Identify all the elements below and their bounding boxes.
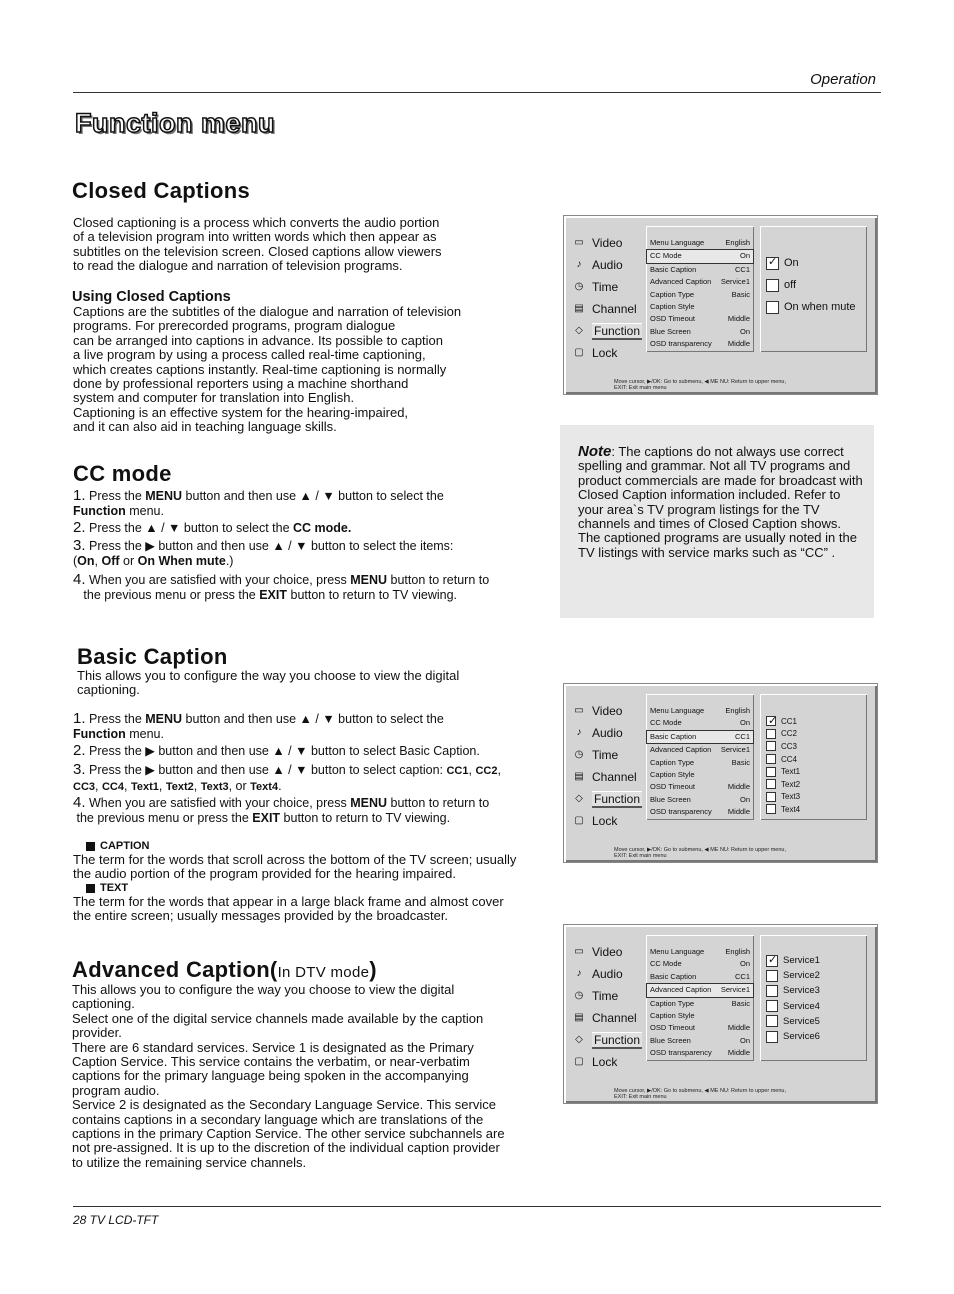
osd-menu-label: Lock — [592, 1055, 618, 1069]
osd-menu-item[interactable] — [572, 298, 644, 320]
caption-term-heading — [86, 840, 150, 852]
osd-submenu-item[interactable] — [646, 313, 754, 325]
osd-main-menu — [572, 700, 644, 832]
bullet-square-icon — [86, 884, 95, 893]
osd-submenu-item[interactable] — [646, 289, 754, 301]
osd-menu-item[interactable] — [572, 941, 644, 963]
option-on: On — [77, 554, 95, 568]
osd-menu-label: Video — [592, 945, 623, 959]
osd-menu-item[interactable] — [572, 963, 644, 985]
osd-menu-label: Audio — [592, 967, 623, 981]
osd-menu-label: Time — [592, 748, 619, 762]
osd-submenu-item[interactable] — [646, 769, 754, 781]
osd-option-label: CC1 — [781, 716, 798, 726]
osd-option-label: Service2 — [783, 970, 820, 982]
closed-captions-heading: Closed Captions — [72, 178, 251, 203]
osd-option-label: Text2 — [781, 779, 801, 789]
osd-submenu-key: Caption Type — [650, 289, 695, 299]
osd-option[interactable] — [766, 753, 867, 766]
osd-submenu-value: English — [725, 947, 750, 956]
channel-icon: ▤ — [574, 1012, 584, 1023]
step-text: , — [94, 554, 102, 568]
osd-submenu-item[interactable] — [646, 1035, 754, 1047]
osd-submenu-item[interactable] — [646, 946, 754, 958]
osd-submenu-key: OSD transparency — [650, 1048, 712, 1058]
osd-submenu-value: Middle — [727, 1023, 750, 1033]
osd-submenu-key: OSD Timeout — [650, 1023, 696, 1033]
step-text: Press the ▶ button and then use ▲ / ▼ button to select Basic Caption. — [85, 744, 480, 758]
step-number: 4. — [73, 794, 86, 811]
osd-submenu-key: Menu Language — [650, 947, 705, 956]
osd-submenu-item[interactable] — [646, 264, 754, 276]
osd-option-label: Service6 — [783, 1031, 820, 1043]
osd-submenu-value: Middle — [727, 807, 750, 817]
osd-menu-item[interactable] — [572, 766, 644, 788]
osd-menu-item[interactable] — [572, 744, 644, 766]
menu-key: MENU — [145, 489, 183, 503]
osd-submenu-item[interactable] — [646, 326, 754, 338]
osd-option[interactable] — [766, 1029, 867, 1044]
caption-term-text: The term for the words that scroll across the bottom of the TV screen; usually the audio portion of the program provided for the hearing impaired. — [73, 852, 517, 882]
osd-submenu-item[interactable] — [646, 249, 754, 263]
audio-icon: ♪ — [576, 259, 582, 270]
osd-menu-label: Video — [592, 704, 623, 718]
osd-menu-label: Time — [592, 989, 619, 1003]
osd-options — [760, 694, 867, 820]
menu-key: MENU — [350, 573, 388, 587]
osd-submenu-value: Basic — [731, 289, 750, 299]
channel-icon: ▤ — [574, 303, 584, 314]
osd-submenu-key: Blue Screen — [650, 1035, 691, 1045]
checkbox-icon[interactable] — [766, 257, 779, 270]
lock-icon: ▢ — [574, 1056, 584, 1067]
osd-menu-item[interactable] — [572, 985, 644, 1007]
osd-main-menu — [572, 232, 644, 364]
using-closed-captions-text: Captions are the subtitles of the dialogue and narration of television programs. For prerecorded programs, program dialogue can be arranged into captions in advance. Its possible to caption a live program by using a process called real-time captioning, which creates captions instantly. Real-time captioning is normally done by professional reporters using a machine shorthand system and computer for translation into English. Captioning is an effective system for the hearing-impaired, and it can also aid in teaching language skills. — [73, 304, 462, 435]
basic-caption-step-3 — [73, 762, 548, 795]
osd-submenu-value: English — [725, 238, 750, 247]
step-text: , — [123, 779, 131, 793]
basic-caption-heading: Basic Caption — [77, 644, 228, 669]
step-text: ( — [73, 554, 78, 568]
note-label: Note — [578, 443, 612, 460]
osd-screen-basic-caption — [563, 683, 878, 863]
osd-submenu-value: Service1 — [720, 277, 750, 287]
menu-key: MENU — [145, 712, 183, 726]
osd-submenu-value: On — [739, 718, 750, 728]
osd-submenu-key: Blue Screen — [650, 326, 691, 336]
osd-menu-label: Channel — [592, 1011, 637, 1025]
osd-submenu-value: On — [739, 794, 750, 804]
note-box — [560, 425, 874, 618]
video-icon: ▭ — [574, 237, 584, 248]
header-rule — [73, 92, 881, 93]
step-text: Press the ▶ button and then use ▲ / ▼ button to select the items: — [85, 539, 454, 553]
osd-submenu-key: Caption Type — [650, 757, 695, 767]
osd-submenu-value: On — [739, 251, 750, 261]
checkbox-icon[interactable] — [766, 779, 776, 789]
section-label: Operation — [810, 71, 876, 88]
osd-menu-item[interactable] — [572, 700, 644, 722]
osd-footer-line1: Move cursor, ▶/OK: Go to submenu, ◀ ME NU: Return to upper menu, — [614, 1088, 787, 1094]
video-icon: ▭ — [574, 705, 584, 716]
bullet-square-icon — [86, 842, 95, 851]
audio-icon: ♪ — [576, 968, 582, 979]
step-text: Press the ▶ button and then use ▲ / ▼ button to select caption: — [85, 763, 447, 777]
osd-submenu-value: On — [739, 1035, 750, 1045]
osd-menu-label: Lock — [592, 346, 618, 360]
osd-menu-label: Channel — [592, 770, 637, 784]
osd-menu-item[interactable] — [572, 1029, 644, 1051]
menu-key: MENU — [350, 796, 388, 810]
clock-icon: ◷ — [574, 281, 584, 292]
osd-options — [760, 226, 867, 352]
osd-footer-line2: EXIT: Exit main menu — [614, 853, 667, 859]
osd-submenu-item[interactable] — [646, 276, 754, 288]
osd-screen-cc-mode — [563, 215, 878, 395]
channel-icon: ▤ — [574, 771, 584, 782]
checkbox-icon[interactable] — [766, 985, 778, 997]
osd-submenu-value: Basic — [731, 998, 750, 1008]
osd-menu-item[interactable] — [572, 232, 644, 254]
osd-option[interactable] — [766, 296, 867, 318]
lock-icon: ▢ — [574, 347, 584, 358]
step-text: , — [158, 779, 166, 793]
step-text: , — [193, 779, 201, 793]
using-closed-captions-heading: Using Closed Captions — [72, 289, 231, 305]
osd-submenu-key: Advanced Caption — [650, 985, 712, 995]
osd-submenu — [646, 694, 754, 820]
step-number: 2. — [73, 519, 86, 536]
exit-key: EXIT — [252, 811, 281, 825]
page-footer: 28 TV LCD-TFT — [73, 1213, 159, 1227]
osd-submenu-key: Basic Caption — [650, 264, 697, 274]
osd-submenu-item[interactable] — [646, 806, 754, 818]
checkbox-icon[interactable] — [766, 1000, 778, 1012]
osd-submenu-key: CC Mode — [650, 251, 682, 261]
osd-submenu-key: OSD transparency — [650, 807, 712, 817]
osd-option[interactable] — [766, 999, 867, 1014]
checkbox-icon[interactable] — [766, 1015, 778, 1027]
osd-submenu-value: Service1 — [720, 985, 750, 995]
osd-option-label: Service1 — [783, 955, 820, 967]
osd-submenu — [646, 226, 754, 352]
checkbox-icon[interactable] — [766, 955, 778, 967]
caption-text4: Text4 — [250, 781, 279, 793]
step-text: menu. — [125, 727, 164, 741]
osd-menu-label: Function — [594, 791, 641, 806]
basic-caption-step-2 — [73, 743, 548, 759]
step-text: Press the — [85, 489, 146, 503]
basic-caption-intro: This allows you to configure the way you choose to view the digital captioning. — [77, 668, 460, 698]
osd-submenu-value: CC1 — [734, 731, 750, 741]
step-number: 3. — [73, 537, 86, 554]
advanced-caption-paren: ) — [369, 957, 377, 982]
step-text: or — [119, 554, 138, 568]
checkbox-icon[interactable] — [766, 792, 776, 802]
step-text: button to return to TV viewing. — [287, 588, 458, 602]
clock-icon: ◷ — [574, 990, 584, 1001]
osd-menu-label: Channel — [592, 302, 637, 316]
osd-submenu-value: Middle — [727, 1048, 750, 1058]
cc-mode-step-3 — [73, 538, 548, 569]
osd-option[interactable] — [766, 983, 867, 998]
osd-submenu-key: Advanced Caption — [650, 277, 712, 287]
osd-submenu-key: OSD Timeout — [650, 782, 696, 792]
osd-submenu-value: English — [725, 706, 750, 715]
step-text: Press the ▲ / ▼ button to select the — [85, 521, 293, 535]
osd-footer — [614, 847, 837, 859]
step-text: button and then use ▲ / ▼ button to select the — [182, 489, 444, 503]
checkbox-icon[interactable] — [766, 804, 776, 814]
osd-submenu-key: CC Mode — [650, 718, 682, 728]
step-text: button to return to — [387, 573, 490, 587]
step-text: button and then use ▲ / ▼ button to select the — [182, 712, 444, 726]
osd-option-label: Service4 — [783, 1000, 820, 1012]
step-text: , — [497, 763, 501, 777]
audio-icon: ♪ — [576, 727, 582, 738]
video-icon: ▭ — [574, 946, 584, 957]
caption-cc4: CC4 — [101, 781, 124, 793]
osd-footer — [614, 379, 837, 391]
osd-submenu-value: On — [739, 326, 750, 336]
osd-submenu-value: On — [739, 959, 750, 969]
osd-option[interactable] — [766, 765, 867, 778]
lock-icon: ▢ — [574, 815, 584, 826]
closed-captions-intro: Closed captioning is a process which converts the audio portion of a television program into written words which then appear as subtitles on the television screen. Closed captions allow viewers to read the dialogue and narration of television programs. — [73, 215, 442, 274]
checkbox-icon[interactable] — [766, 1031, 778, 1043]
osd-menu-item[interactable] — [572, 342, 644, 364]
osd-menu-item[interactable] — [572, 810, 644, 832]
cc-mode-step-2 — [73, 520, 548, 536]
osd-submenu-item[interactable] — [646, 301, 754, 313]
osd-screen-advanced-caption — [563, 924, 878, 1104]
osd-option-label: Text4 — [781, 804, 801, 814]
caption-text2: Text2 — [165, 781, 194, 793]
step-text: , or — [228, 779, 251, 793]
cc-mode-step-4 — [73, 572, 548, 603]
cc-mode-step-1 — [73, 488, 548, 519]
checkbox-icon[interactable] — [766, 741, 776, 751]
osd-submenu-key: Caption Type — [650, 998, 695, 1008]
advanced-caption-title: Advanced Caption( — [72, 957, 278, 982]
osd-options — [760, 935, 867, 1061]
osd-submenu-item[interactable] — [646, 794, 754, 806]
step-text: the previous menu or press the — [76, 811, 253, 825]
osd-footer-line1: Move cursor, ▶/OK: Go to submenu, ◀ ME NU: Return to upper menu, — [614, 847, 787, 853]
osd-option[interactable] — [766, 1014, 867, 1029]
note-body: : The captions do not always use correct spelling and grammar. Not all TV programs and product commercials are made for broadcast with Closed Caption information included. Refer to your area`s TV program listings for the TV channels and times of Closed Caption shows. The captioned programs are usually noted in the TV listings with service marks such as “CC” . — [578, 444, 863, 560]
osd-option[interactable] — [766, 791, 867, 804]
osd-menu-item[interactable] — [572, 1051, 644, 1073]
osd-submenu-item[interactable] — [646, 1010, 754, 1022]
step-text: , — [95, 779, 102, 793]
osd-menu-label: Function — [594, 323, 641, 338]
osd-footer-line2: EXIT: Exit main menu — [614, 385, 667, 391]
advanced-caption-heading — [72, 957, 377, 983]
caption-text3: Text3 — [200, 781, 229, 793]
osd-submenu-item[interactable] — [646, 338, 754, 350]
osd-submenu-item[interactable] — [646, 717, 754, 729]
osd-option-label: CC4 — [781, 754, 798, 764]
clock-icon: ◷ — [574, 749, 584, 760]
step-text: button to return to — [387, 796, 490, 810]
osd-menu-label: Audio — [592, 258, 623, 272]
step-text: When you are satisfied with your choice, press — [85, 573, 351, 587]
checkbox-icon[interactable] — [766, 716, 776, 726]
osd-option-label: On when mute — [784, 301, 856, 313]
osd-submenu-item[interactable] — [646, 971, 754, 983]
osd-option[interactable] — [766, 778, 867, 791]
osd-menu-label: Function — [594, 1032, 641, 1047]
osd-submenu-key: Blue Screen — [650, 794, 691, 804]
osd-option[interactable] — [766, 728, 867, 741]
osd-menu-item[interactable] — [572, 788, 644, 810]
osd-menu-item[interactable] — [572, 722, 644, 744]
text-term-text: The term for the words that appear in a large black frame and almost cover the entire screen; usually messages provided by the broadcaster. — [73, 894, 504, 924]
osd-menu-label: Audio — [592, 726, 623, 740]
advanced-caption-text: This allows you to configure the way you choose to view the digital captioning. Select one of the digital service channels made available by the caption provider. There are 6 standard services. Service 1 is designated as the Primary Caption Service. This service contains the verbatim, or near-verbatim captions for the primary language being spoken in the accompanying program audio. Service 2 is designated as the Secondary Language Service. This service contains captions in a secondary language which are translations of the captions in the primary Caption Service. The other service subchannels are not pre-assigned. It is up to the discretion of the individual caption provider to utilize the remaining service channels. — [72, 982, 505, 1170]
osd-footer-line1: Move cursor, ▶/OK: Go to submenu, ◀ ME NU: Return to upper menu, — [614, 379, 787, 385]
osd-option-label: Service3 — [783, 985, 820, 997]
osd-submenu-item[interactable] — [646, 757, 754, 769]
function-menu-name: Function — [73, 504, 126, 518]
step-text: .) — [225, 554, 234, 568]
osd-submenu-value: CC1 — [734, 264, 750, 274]
osd-submenu-key: OSD Timeout — [650, 314, 696, 324]
osd-submenu-item[interactable] — [646, 705, 754, 717]
osd-option[interactable] — [766, 274, 867, 296]
step-text: , — [468, 763, 476, 777]
osd-main-menu — [572, 941, 644, 1073]
osd-option[interactable] — [766, 252, 867, 274]
osd-submenu-item[interactable] — [646, 744, 754, 756]
osd-option[interactable] — [766, 968, 867, 983]
exit-key: EXIT — [259, 588, 288, 602]
osd-submenu-key: Caption Style — [650, 769, 695, 779]
osd-option-label: Text1 — [781, 767, 801, 777]
caption-cc3: CC3 — [73, 781, 96, 793]
osd-submenu-item[interactable] — [646, 958, 754, 970]
osd-menu-item[interactable] — [572, 1007, 644, 1029]
osd-option-label: Service5 — [783, 1015, 820, 1027]
osd-footer — [614, 1088, 837, 1100]
osd-menu-label: Time — [592, 280, 619, 294]
text-term-label: TEXT — [100, 882, 129, 894]
osd-submenu-key: Basic Caption — [650, 971, 697, 981]
function-menu-name: Function — [73, 727, 126, 741]
basic-caption-step-4 — [73, 795, 548, 826]
advanced-caption-mode: In DTV mode — [277, 964, 370, 981]
page-title: Function menu — [75, 108, 275, 138]
osd-option-label: CC3 — [781, 741, 798, 751]
cc-mode-heading: CC mode — [73, 461, 172, 486]
osd-submenu-value: CC1 — [734, 971, 750, 981]
caption-cc1: CC1 — [446, 765, 469, 777]
checkbox-icon[interactable] — [766, 729, 776, 739]
option-on-when-mute: On When mute — [137, 554, 226, 568]
osd-submenu-item[interactable] — [646, 1047, 754, 1059]
osd-submenu-value: Middle — [727, 314, 750, 324]
step-number: 2. — [73, 742, 86, 759]
osd-option[interactable] — [766, 953, 867, 968]
step-number: 1. — [73, 710, 86, 727]
note-text — [578, 445, 863, 560]
step-number: 3. — [73, 761, 86, 778]
step-text: Press the — [85, 712, 146, 726]
osd-submenu — [646, 935, 754, 1061]
osd-option[interactable] — [766, 715, 867, 728]
osd-submenu-value: Middle — [727, 782, 750, 792]
step-text: When you are satisfied with your choice, press — [85, 796, 351, 810]
osd-submenu-item[interactable] — [646, 998, 754, 1010]
basic-caption-step-1 — [73, 711, 548, 742]
step-text: . — [278, 779, 282, 793]
osd-submenu-key: OSD transparency — [650, 339, 712, 349]
osd-submenu-key: Caption Style — [650, 1010, 695, 1020]
osd-submenu-value: Middle — [727, 339, 750, 349]
osd-option[interactable] — [766, 740, 867, 753]
osd-option-label: On — [784, 257, 799, 269]
text-term-heading — [86, 882, 128, 894]
caption-cc2: CC2 — [475, 765, 498, 777]
osd-submenu-key: Advanced Caption — [650, 745, 712, 755]
osd-submenu-item[interactable] — [646, 983, 754, 997]
osd-option-label: Text3 — [781, 792, 801, 802]
checkbox-icon[interactable] — [766, 754, 776, 764]
function-icon: ◇ — [575, 793, 583, 804]
osd-submenu-value: Basic — [731, 757, 750, 767]
osd-submenu-item[interactable] — [646, 1022, 754, 1034]
step-text: button to return to TV viewing. — [280, 811, 451, 825]
osd-menu-item[interactable] — [572, 254, 644, 276]
checkbox-icon[interactable] — [766, 970, 778, 982]
osd-submenu-value: Service1 — [720, 745, 750, 755]
osd-menu-label: Lock — [592, 814, 618, 828]
checkbox-icon[interactable] — [766, 767, 776, 777]
osd-submenu-key: Caption Style — [650, 301, 695, 311]
function-icon: ◇ — [575, 1034, 583, 1045]
step-text: the previous menu or press the — [83, 588, 260, 602]
osd-option-label: off — [784, 279, 797, 291]
osd-submenu-item[interactable] — [646, 237, 754, 249]
function-icon: ◇ — [575, 325, 583, 336]
step-text: menu. — [125, 504, 164, 518]
osd-footer-line2: EXIT: Exit main menu — [614, 1094, 667, 1100]
osd-submenu-key: Menu Language — [650, 238, 705, 247]
osd-submenu-item[interactable] — [646, 781, 754, 793]
step-number: 4. — [73, 571, 86, 588]
osd-submenu-item[interactable] — [646, 730, 754, 744]
osd-submenu-key: Menu Language — [650, 706, 705, 715]
option-off: Off — [101, 554, 120, 568]
osd-menu-label: Video — [592, 236, 623, 250]
checkbox-icon[interactable] — [766, 301, 779, 314]
footer-rule — [73, 1206, 881, 1207]
checkbox-icon[interactable] — [766, 279, 779, 292]
osd-menu-item[interactable] — [572, 320, 644, 342]
osd-option[interactable] — [766, 803, 867, 816]
osd-option-label: CC2 — [781, 729, 798, 739]
osd-menu-item[interactable] — [572, 276, 644, 298]
osd-submenu-key: Basic Caption — [650, 731, 697, 741]
osd-submenu-key: CC Mode — [650, 959, 682, 969]
caption-term-label: CAPTION — [100, 840, 150, 852]
caption-text1: Text1 — [130, 781, 159, 793]
cc-mode-name: CC mode. — [293, 521, 352, 535]
step-number: 1. — [73, 487, 86, 504]
